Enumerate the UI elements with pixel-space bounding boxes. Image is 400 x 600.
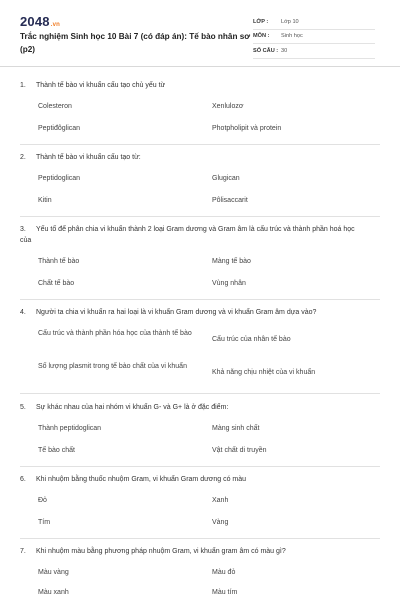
meta-value: 30 [281,47,288,54]
divider [20,393,380,394]
option-a[interactable]: Peptidoglican [38,175,81,182]
question-label: Khi nhuộm màu bằng phương pháp nhuộm Gram, vi khuẩn gram âm có màu gì? [36,548,286,555]
meta-key: MÔN : [253,33,270,40]
divider [20,216,380,217]
header [0,0,400,67]
question-text [20,474,360,485]
option-b[interactable]: Glugican [212,175,240,182]
logo-suffix: .vn [50,22,61,28]
option-d[interactable]: Màu tím [212,589,238,596]
meta-key: LỚP : [253,18,269,25]
question-text [20,80,360,91]
question-number: 6. [20,476,26,483]
option-b[interactable]: Cấu trúc của nhân tế bào [212,336,291,343]
question-number: 7. [20,548,26,555]
logo-text: 2048 [20,14,50,29]
question-label: Sự khác nhau của hai nhóm vi khuẩn G- và G+ là ở đặc điểm: [36,404,229,411]
question-text [20,152,360,163]
divider [20,144,380,145]
option-d[interactable]: Vùng nhân [212,280,246,287]
option-c[interactable]: Chất tế bào [38,280,75,287]
question-text [20,224,360,246]
divider [20,538,380,539]
question-number: 5. [20,404,26,411]
option-a[interactable]: Thành peptidoglican [38,425,102,432]
question-label: Yếu tố để phân chia vi khuẩn thành 2 loại Gram dương và Gram âm là cấu trúc và thành phần hoá học của [20,226,355,244]
option-d[interactable]: Khả năng chịu nhiệt của vi khuẩn [212,369,316,376]
option-c[interactable]: Tím [38,519,51,526]
option-a[interactable]: Thành tế bào [38,258,80,265]
meta-info [253,15,375,59]
option-c[interactable]: Tế bào chất [38,447,75,454]
meta-key: SỐ CÂU : [253,47,279,54]
option-b[interactable]: Xenlulozơ [212,103,244,110]
question-text [20,546,360,557]
question-label: Người ta chia vi khuẩn ra hai loại là vi khuẩn Gram dương và vi khuẩn Gram âm dựa vào? [36,309,317,316]
question-number: 3. [20,226,26,233]
question-number: 2. [20,154,26,161]
option-c[interactable]: Peptiđôglican [38,125,81,132]
meta-row-subject [253,30,375,45]
option-c[interactable]: Màu xanh [38,589,69,596]
question-number: 4. [20,309,26,316]
option-a[interactable]: Cấu trúc và thành phần hóa học của thành tế bào [38,330,192,337]
document-title: Trắc nghiệm Sinh học 10 Bài 7 (có đáp án): Tế bào nhân sơ (p2) [20,32,251,54]
question-label: Khi nhuộm bằng thuốc nhuộm Gram, vi khuẩn Gram dương có màu [36,476,247,483]
option-c[interactable]: Số lượng plasmit trong tế bào chất của vi khuẩn [38,363,187,370]
option-a[interactable]: Đỏ [38,497,47,504]
question-text [20,307,360,318]
option-d[interactable]: Pôlisaccarit [212,197,248,204]
option-b[interactable]: Màng sinh chất [212,425,260,432]
meta-value: Lớp 10 [281,18,299,25]
question-label: Thành tế bào vi khuẩn cấu tạo chủ yếu từ [36,82,166,89]
option-a[interactable]: Colesteron [38,103,72,110]
option-b[interactable]: Màng tế bào [212,258,251,265]
meta-row-class [253,15,375,30]
question-number: 1. [20,82,26,89]
site-logo[interactable] [20,14,60,29]
question-label: Thành tế bào vi khuẩn cấu tạo từ: [36,154,141,161]
option-d[interactable]: Vật chất di truyền [212,447,267,454]
option-d[interactable]: Photpholipit và protein [212,125,282,132]
divider [20,466,380,467]
meta-row-count [253,44,375,59]
divider [20,299,380,300]
meta-value: Sinh học [281,33,303,40]
question-text [20,402,360,413]
option-a[interactable]: Màu vàng [38,569,69,576]
option-b[interactable]: Xanh [212,497,229,504]
option-c[interactable]: Kitin [38,197,52,204]
option-d[interactable]: Vàng [212,519,229,526]
option-b[interactable]: Màu đỏ [212,569,236,576]
